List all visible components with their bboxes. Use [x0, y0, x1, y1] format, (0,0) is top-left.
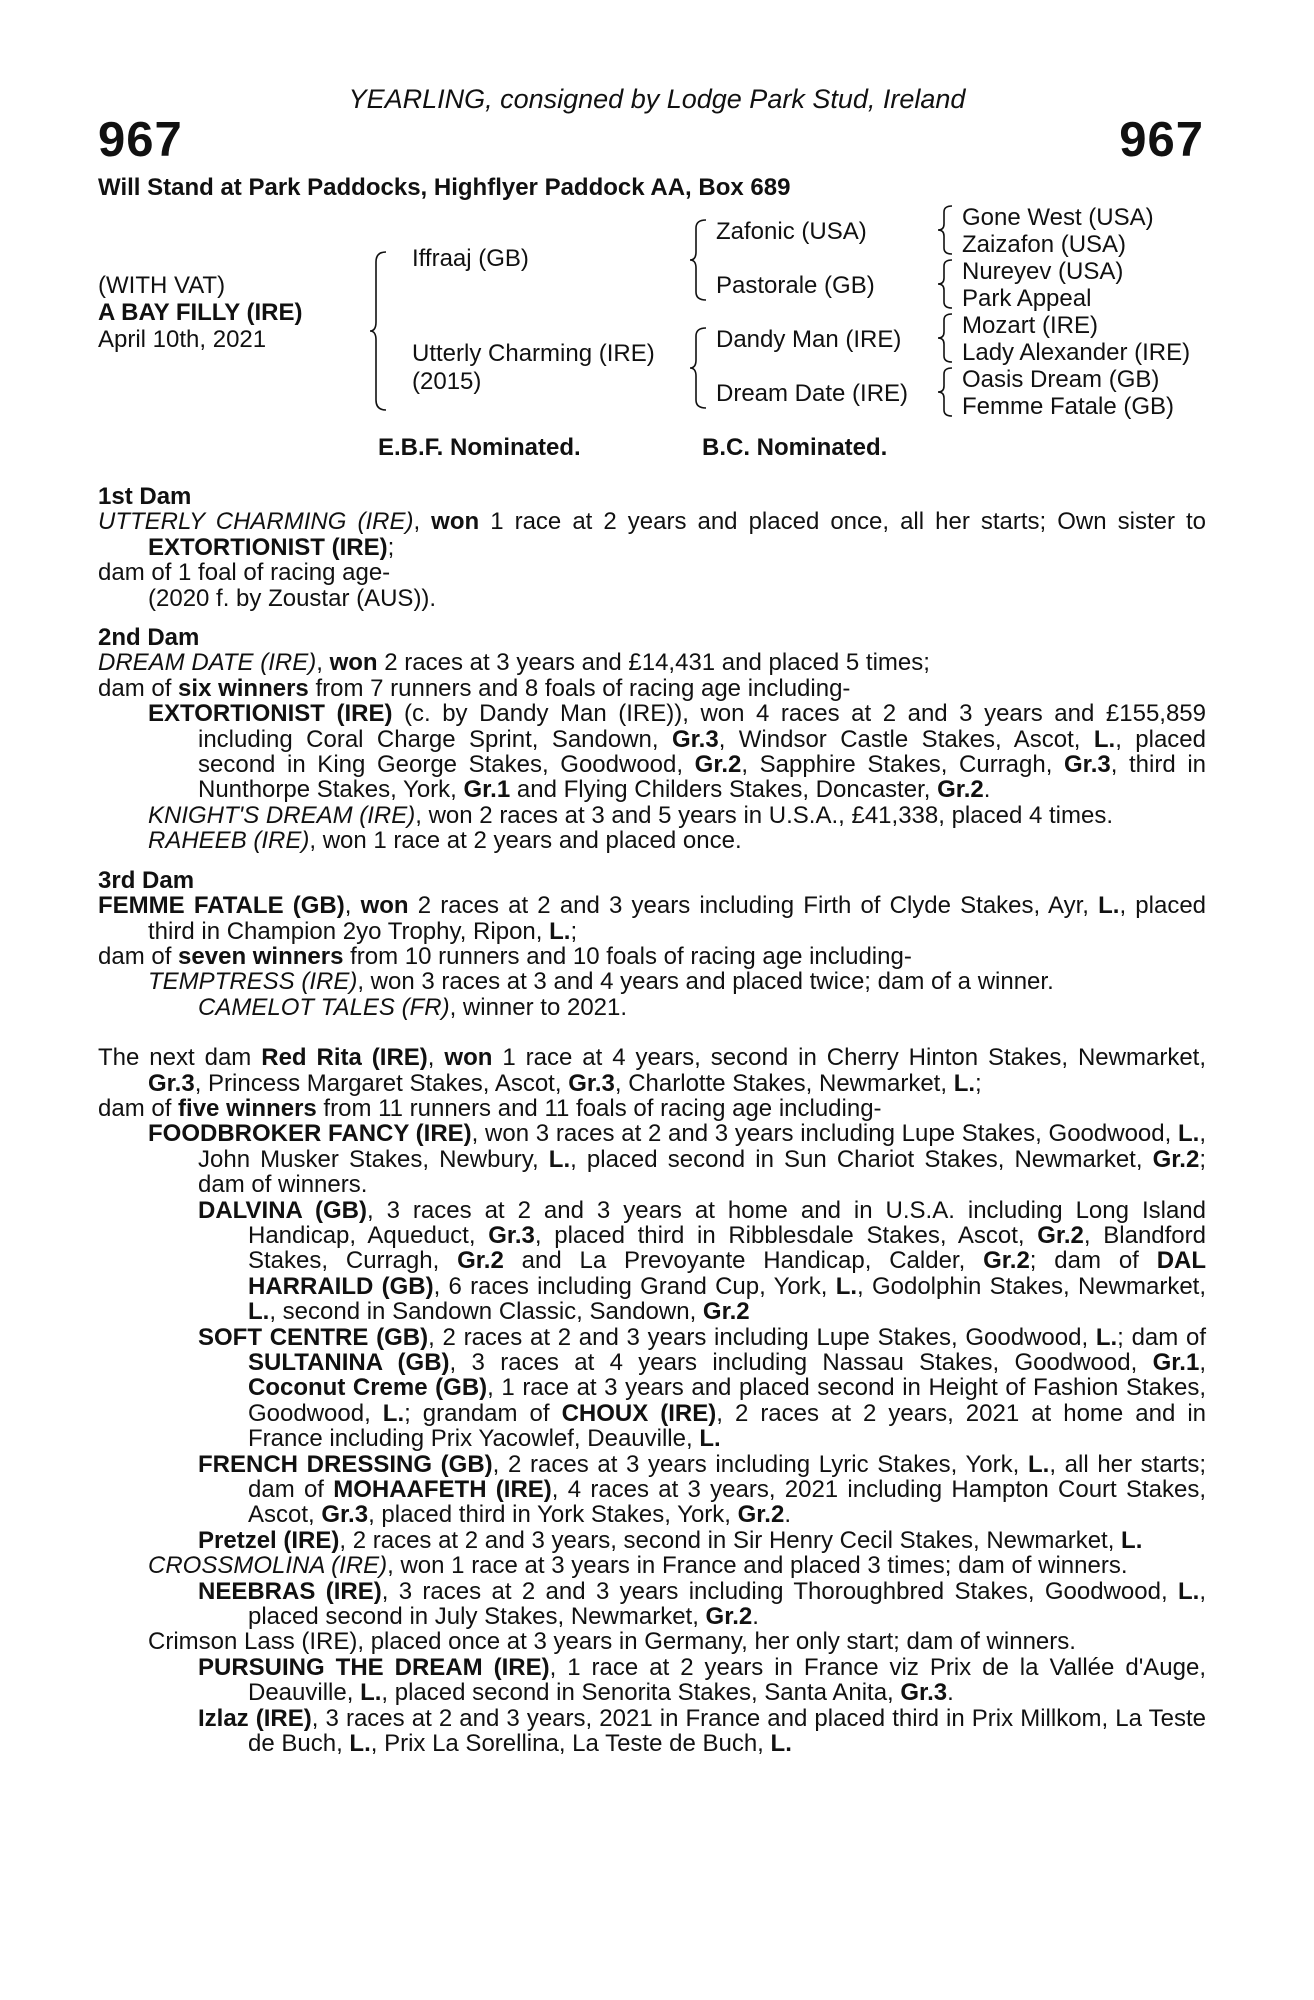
text: 1 race at 4 years, second in Cherry Hinton Stakes, Newmarket,: [492, 1044, 1207, 1072]
text: , won 1 race at 3 years in France and placed 3 times; dam of winners.: [387, 1552, 1128, 1580]
text: ; grandam of: [404, 1399, 562, 1427]
text: ,: [316, 649, 330, 677]
text: ,: [427, 1044, 445, 1072]
text: Red Rita (IRE): [261, 1044, 428, 1072]
gg-4: Park Appeal: [962, 285, 1092, 312]
text: five winners: [178, 1094, 317, 1122]
brace-1: [368, 250, 390, 412]
text: (c. by Dandy Man (IRE)), won 4 races at 2 and 3 years and £155,859 including Coral Charge Sprint, Sandown,: [198, 700, 1206, 753]
text: from 11 runners and 11 foals of racing age including-: [316, 1094, 882, 1122]
text: won: [431, 508, 480, 536]
text: , third in Nunthorpe Stakes, York,: [198, 751, 1206, 804]
runner-pretzel: [98, 1528, 1206, 1553]
text: , winner to 2021.: [449, 993, 628, 1021]
text: ; dam of winners.: [198, 1145, 1206, 1199]
brace-3d: [936, 366, 956, 418]
text: L.: [349, 1730, 371, 1758]
brace-3c: [936, 312, 956, 364]
next-dam-produce: [98, 1096, 1206, 1121]
runner-izlaz: [98, 1706, 1206, 1757]
runner-neebras: [98, 1579, 1206, 1630]
text: L.: [360, 1679, 382, 1707]
text: DREAM DATE (IRE): [98, 649, 317, 677]
text: , 2 races at 2 years, 2021 at home and in France including Prix Yacowlef, Deauville,: [248, 1399, 1207, 1453]
gg-3: Nureyev (USA): [962, 258, 1124, 285]
text: , placed third in Champion 2yo Trophy, Ripon,: [148, 892, 1207, 945]
text: L.: [548, 1145, 571, 1173]
text: , 4 races at 3 years, 2021 including Hampton Court Stakes, Ascot,: [248, 1476, 1206, 1529]
text: 1 race at 2 years and placed once, all her starts; Own sister to: [479, 508, 1207, 536]
text: TEMPTRESS (IRE): [148, 968, 358, 996]
foaling-date: April 10th, 2021: [98, 326, 267, 353]
text: 2 races at 2 and 3 years including Firth of Clyde Stakes, Ayr,: [408, 892, 1099, 920]
text: , 6 races including Grand Cup, York,: [433, 1272, 836, 1300]
gg-6: Lady Alexander (IRE): [962, 339, 1191, 366]
dam-name: UTTERLY CHARMING (IRE): [98, 508, 414, 536]
text: Gr.2: [702, 1298, 750, 1326]
text: .: [784, 1501, 791, 1529]
text: L.: [1178, 1577, 1200, 1605]
text: Gr.2: [694, 751, 742, 779]
brace-3a: [936, 204, 956, 256]
text: FEMME FATALE (GB): [98, 892, 345, 920]
text: .: [947, 1679, 954, 1707]
spacer: [98, 1020, 1206, 1045]
text: Gr.3: [321, 1501, 369, 1529]
runner-extortionist: [98, 701, 1206, 803]
text: seven winners: [178, 942, 344, 970]
runner-french-dressing: [98, 1452, 1206, 1528]
runner-raheeb: [98, 828, 1206, 853]
sire-sire: Zafonic (USA): [716, 218, 867, 245]
gg-1: Gone West (USA): [962, 204, 1154, 231]
text: L.: [1098, 892, 1120, 920]
text: FRENCH DRESSING (GB): [198, 1450, 493, 1478]
text: CROSSMOLINA (IRE): [148, 1552, 388, 1580]
text: and Flying Childers Stakes, Doncaster,: [510, 776, 938, 804]
text: Izlaz (IRE): [198, 1704, 312, 1732]
family-text: [98, 484, 1206, 1757]
text: KNIGHT'S DREAM (IRE): [148, 801, 416, 829]
second-dam-heading: 2nd Dam: [98, 624, 200, 652]
first-dam-heading: 1st Dam: [98, 483, 192, 510]
text: ;: [387, 533, 395, 561]
text: ; dam of: [1117, 1323, 1206, 1351]
gg-7: Oasis Dream (GB): [962, 366, 1160, 393]
third-dam-produce: [98, 944, 1206, 969]
horse-name: A BAY FILLY (IRE): [98, 299, 303, 326]
text: L.: [248, 1298, 270, 1326]
stand-location: Will Stand at Park Paddocks, Highflyer Paddock AA, Box 689: [98, 174, 791, 201]
text: MOHAAFETH (IRE): [333, 1476, 552, 1504]
text: dam of: [98, 942, 179, 970]
runner-soft-centre: [98, 1325, 1206, 1452]
text: , 3 races at 4 years including Nassau Stakes, Goodwood,: [449, 1349, 1153, 1376]
lot-number-right: 967: [1119, 113, 1204, 167]
text: , placed second in July Stakes, Newmarket,: [248, 1577, 1206, 1631]
text: , Sapphire Stakes, Curragh,: [741, 751, 1065, 779]
text: Gr.3: [671, 725, 719, 753]
text: ,: [1199, 1349, 1206, 1376]
text: Gr.2: [1152, 1145, 1200, 1173]
text: , Princess Margaret Stakes, Ascot,: [194, 1069, 569, 1097]
dam-year: (2015): [412, 368, 482, 395]
text: , 2 races at 2 and 3 years including Lupe Stakes, Goodwood,: [428, 1323, 1096, 1351]
third-dam-heading: 3rd Dam: [98, 866, 195, 894]
text: , John Musker Stakes, Newbury,: [198, 1120, 1206, 1173]
runner-knights-dream: [98, 803, 1206, 828]
text: DALVINA (GB): [198, 1196, 367, 1224]
text: Gr.3: [148, 1069, 195, 1097]
text: Gr.3: [568, 1069, 615, 1097]
runner-camelot-tales: [98, 995, 1206, 1020]
text: EXTORTIONIST (IRE): [148, 700, 393, 728]
text: L.: [953, 1069, 976, 1097]
text: L.: [1027, 1450, 1050, 1478]
first-dam-foal: (2020 f. by Zoustar (AUS)).: [148, 584, 437, 612]
text: ;: [975, 1069, 982, 1097]
text: FOODBROKER FANCY (IRE): [148, 1120, 472, 1148]
text: , second in Sandown Classic, Sandown,: [269, 1298, 703, 1326]
sire: Iffraaj (GB): [412, 245, 529, 272]
text: Gr.2: [457, 1247, 504, 1275]
text: Gr.3: [1064, 751, 1111, 779]
dam-sire: Dandy Man (IRE): [716, 326, 902, 353]
text: ,: [413, 508, 432, 536]
text: won: [329, 649, 378, 677]
text: Gr.2: [737, 1501, 785, 1529]
first-dam-produce: dam of 1 foal of racing age-: [98, 559, 391, 587]
text: , 3 races at 2 and 3 years including Thoroughbred Stakes, Goodwood,: [381, 1577, 1178, 1605]
brace-3b: [936, 258, 956, 310]
text: RAHEEB (IRE): [148, 827, 310, 855]
dam-dam: Dream Date (IRE): [716, 380, 909, 407]
text: The next dam: [98, 1044, 262, 1072]
text: dam of: [98, 674, 179, 702]
text: and La Prevoyante Handicap, Calder,: [503, 1247, 984, 1275]
brace-2b: [688, 326, 710, 410]
text: L.: [1095, 1323, 1118, 1351]
text: Gr.2: [1037, 1221, 1084, 1249]
text: , Charlotte Stakes, Newmarket,: [614, 1069, 954, 1097]
text: L.: [1093, 725, 1116, 753]
text: , placed third in Ribblesdale Stakes, Ascot,: [534, 1221, 1038, 1249]
text: , 3 races at 2 and 3 years at home and in U.S.A. including Long Island Handicap, Aqueduct,: [248, 1196, 1206, 1249]
gg-5: Mozart (IRE): [962, 312, 1099, 339]
text: DAL HARRAILD (GB): [248, 1247, 1207, 1300]
text: won: [360, 892, 409, 920]
dam: Utterly Charming (IRE): [412, 340, 655, 367]
text: , won 3 races at 3 and 4 years and placed twice; dam of a winner.: [357, 968, 1054, 996]
bc-nominated: B.C. Nominated.: [702, 434, 888, 461]
text: ;: [570, 917, 578, 945]
text: from 7 runners and 8 foals of racing age including-: [308, 674, 851, 702]
gg-2: Zaizafon (USA): [962, 231, 1127, 258]
text: six winners: [178, 674, 309, 702]
text: SULTANINA (GB): [248, 1349, 450, 1376]
text: , Godolphin Stakes, Newmarket,: [857, 1272, 1206, 1300]
text: , Blandford Stakes, Curragh,: [248, 1221, 1206, 1275]
text: L.: [770, 1730, 792, 1758]
second-dam-entry: [98, 650, 1206, 675]
text: Gr.2: [983, 1247, 1030, 1275]
text: L.: [382, 1399, 405, 1427]
runner-foodbroker-fancy: [98, 1121, 1206, 1197]
text: 2 races at 3 years and £14,431 and placed 5 times;: [377, 649, 930, 677]
text: , all her starts; dam of: [248, 1450, 1207, 1504]
text: Coconut Creme (GB): [248, 1374, 488, 1402]
text: , placed second in Sun Chariot Stakes, Newmarket,: [570, 1145, 1153, 1173]
text: L.: [1121, 1526, 1143, 1554]
text: , won 1 race at 2 years and placed once.: [309, 827, 742, 855]
consignor-line: YEARLING, consigned by Lodge Park Stud, Ireland: [348, 84, 966, 114]
gg-8: Femme Fatale (GB): [962, 393, 1175, 420]
text: Gr.3: [488, 1221, 535, 1249]
text: , placed second in King George Stakes, Goodwood,: [198, 725, 1207, 779]
text: Gr.2: [937, 776, 984, 804]
text: , 2 races at 2 and 3 years, second in Sir Henry Cecil Stakes, Newmarket,: [339, 1526, 1122, 1554]
text: , 1 race at 2 years in France viz Prix de la Vallée d'Auge, Deauville,: [248, 1653, 1207, 1707]
text: , won 2 races at 3 and 5 years in U.S.A., £41,338, placed 4 times.: [415, 801, 1113, 829]
text: CHOUX (IRE): [561, 1399, 717, 1427]
next-dam-entry: [98, 1045, 1206, 1096]
text: .: [983, 776, 991, 804]
text: , Prix La Sorellina, La Teste de Buch,: [370, 1730, 771, 1758]
text: from 10 runners and 10 foals of racing age including-: [343, 942, 912, 970]
runner-dalvina: [98, 1198, 1206, 1325]
text: Gr.3: [900, 1679, 948, 1707]
text: , Windsor Castle Stakes, Ascot,: [718, 725, 1094, 753]
ebf-nominated: E.B.F. Nominated.: [378, 434, 581, 461]
text: , placed second in Senorita Stakes, Santa Anita,: [381, 1679, 901, 1707]
vat-note: (WITH VAT): [98, 272, 226, 299]
text: PURSUING THE DREAM (IRE): [198, 1653, 550, 1681]
lot-number-left: 967: [98, 113, 183, 167]
text: SOFT CENTRE (GB): [198, 1323, 429, 1351]
text: ,: [344, 892, 361, 920]
text: ; dam of: [1029, 1247, 1157, 1275]
text: Pretzel (IRE): [198, 1526, 340, 1554]
text: L.: [1178, 1120, 1200, 1148]
first-dam-entry: [98, 509, 1206, 560]
text: L.: [549, 917, 571, 945]
text: Gr.2: [705, 1603, 753, 1631]
text: CAMELOT TALES (FR): [198, 993, 450, 1021]
text: L.: [835, 1272, 858, 1300]
text: , 3 races at 2 and 3 years, 2021 in France and placed third in Prix Millkom, La Teste de Buch,: [248, 1704, 1207, 1758]
second-dam-produce: [98, 676, 1206, 701]
text: dam of: [98, 1094, 179, 1122]
text: EXTORTIONIST (IRE): [148, 533, 388, 561]
text: NEEBRAS (IRE): [198, 1577, 382, 1605]
text: Gr.1: [463, 776, 511, 804]
text: .: [752, 1603, 759, 1631]
text: Gr.1: [1152, 1349, 1200, 1376]
third-dam-entry: [98, 893, 1206, 944]
runner-crossmolina: [98, 1553, 1206, 1578]
text: L.: [699, 1425, 721, 1453]
text: , placed third in York Stakes, York,: [368, 1501, 738, 1529]
brace-2a: [688, 218, 710, 302]
text: won: [444, 1044, 493, 1072]
text: , 2 races at 3 years including Lyric Stakes, York,: [492, 1450, 1028, 1478]
text: , 1 race at 3 years and placed second in Height of Fashion Stakes, Goodwood,: [248, 1374, 1206, 1427]
runner-crimson-lass: Crimson Lass (IRE), placed once at 3 years in Germany, her only start; dam of winners.: [148, 1628, 1076, 1656]
sire-dam: Pastorale (GB): [716, 272, 875, 299]
runner-pursuing-the-dream: [98, 1655, 1206, 1706]
runner-temptress: [98, 969, 1206, 994]
text: , won 3 races at 2 and 3 years including Lupe Stakes, Goodwood,: [471, 1120, 1178, 1148]
